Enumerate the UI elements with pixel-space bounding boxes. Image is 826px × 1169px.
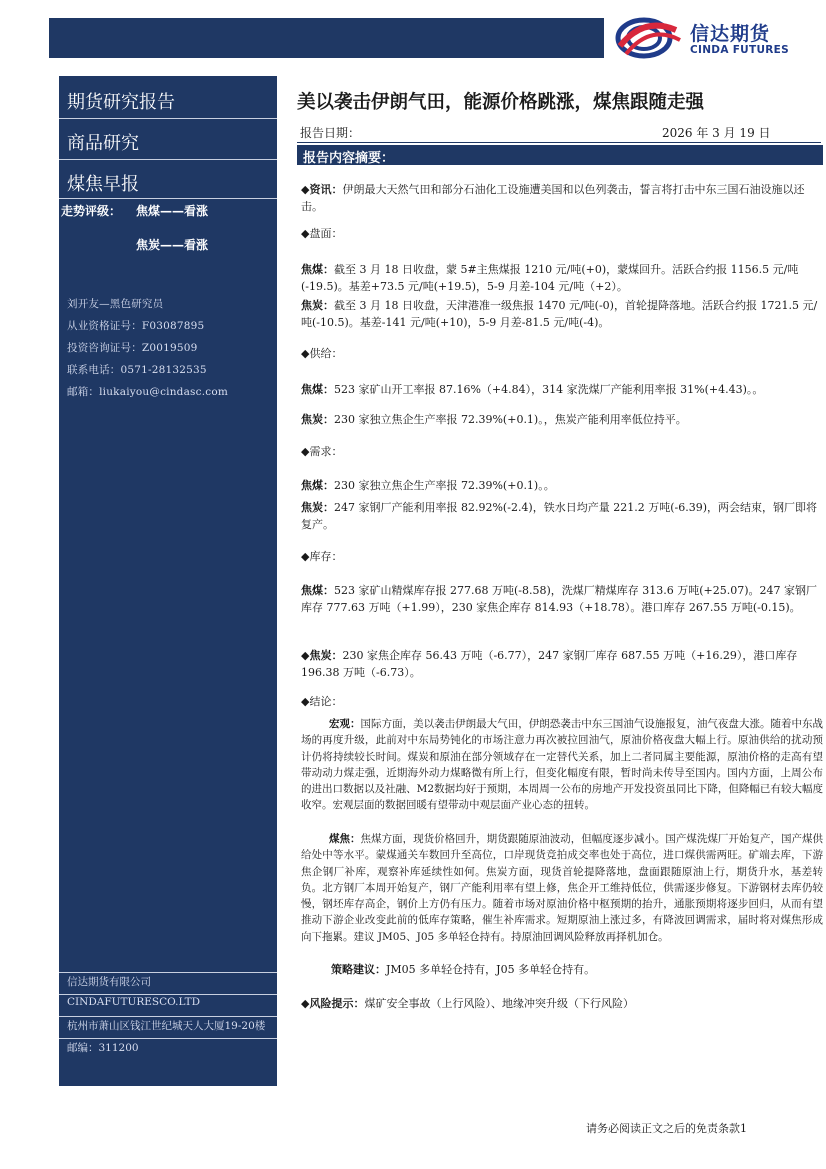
supply-heading: ◆供给： <box>301 347 343 360</box>
company-divider <box>59 1016 277 1017</box>
supply-coke-label: 焦炭： <box>301 413 334 426</box>
supply-coking-coal <box>301 382 823 399</box>
company-divider <box>59 994 277 995</box>
report-title: 美以袭击伊朗气田，能源价格跳涨，煤焦跟随走强 <box>297 92 705 113</box>
risk-text: 煤矿安全事故（上行风险）、地缘冲突升级（下行风险） <box>364 997 634 1010</box>
date-divider <box>297 142 821 143</box>
market-coking-coal <box>301 262 823 295</box>
market-coke <box>301 298 823 331</box>
conclusion-macro-label: 宏观： <box>329 718 361 730</box>
strategy-label: 策略建议： <box>331 963 386 976</box>
company-divider <box>59 972 277 973</box>
risk-paragraph <box>301 996 823 1013</box>
company-postcode: 邮编：311200 <box>67 1042 139 1054</box>
inventory-coke-text: 230 家焦企库存 56.43 万吨（-6.77），247 家钢厂库存 687.55 万吨（+16.29），港口库存 196.38 万吨（-6.73）。 <box>301 649 798 679</box>
risk-label: ◆风险提示： <box>301 997 365 1010</box>
demand-coking-coal <box>301 478 823 495</box>
analyst-phone: 联系电话：0571-28132535 <box>67 364 207 376</box>
company-logo <box>614 16 814 62</box>
conclusion-heading: ◆结论： <box>301 695 343 708</box>
supply-coking-coal-text: 523 家矿山开工率报 87.16%（+4.84），314 家洗煤厂产能利用率报 31%(+4.43)。。 <box>334 383 764 396</box>
sidebar-divider <box>59 159 277 160</box>
header-band <box>49 18 604 58</box>
rating-coke: 焦炭——看涨 <box>136 238 209 252</box>
rating-label: 走势评级： <box>61 204 122 218</box>
disclaimer-footer: 请务必阅读正文之后的免责条款1 <box>586 1122 747 1135</box>
inventory-coking-coal <box>301 583 823 616</box>
supply-coking-coal-label: 焦煤： <box>301 383 334 396</box>
report-date-label: 报告日期： <box>300 126 361 140</box>
supply-coke <box>301 412 823 429</box>
inventory-coking-coal-label: 焦煤： <box>301 584 334 597</box>
conclusion-macro <box>301 716 823 814</box>
inventory-coking-coal-text: 523 家矿山精煤库存报 277.68 万吨(-8.58)，洗煤厂精煤库存 313.6 万吨(+25.07)。247 家钢厂库存 777.63 万吨（+1.99），230 家焦企库存 814.93（+18.78）。港口库存 267.55 万吨(-0.15)。 <box>301 584 818 614</box>
market-coke-text: 截至 3 月 18 日收盘，天津港准一级焦报 1470 元/吨(-0)，首轮提降落地。活跃合约报 1721.5 元/吨(-10.5)。基差-141 元/吨(+10)，5-9 月差-81.5 元/吨(-4)。 <box>301 299 818 329</box>
company-divider <box>59 1038 277 1039</box>
cinda-logo-icon <box>614 16 684 60</box>
summary-heading: 报告内容摘要： <box>303 151 395 166</box>
rating-coking-coal: 焦煤——看涨 <box>136 204 209 218</box>
strategy-paragraph <box>301 962 823 979</box>
report-date: 2026 年 3 月 19 日 <box>662 126 771 140</box>
news-paragraph <box>301 182 823 215</box>
company-address: 杭州市萧山区钱江世纪城天人大厦19-20楼 <box>67 1020 266 1032</box>
demand-coke-text: 247 家钢厂产能利用率报 82.92%(-2.4)，铁水日均产量 221.2 万吨(-6.39)，两会结束，钢厂即将复产。 <box>301 501 817 531</box>
sidebar-title-report-type: 期货研究报告 <box>67 92 175 113</box>
sidebar-divider <box>59 198 277 199</box>
market-coking-coal-text: 截至 3 月 18 日收盘，蒙 5#主焦煤报 1210 元/吨(+0)，蒙煤回升。活跃合约报 1156.5 元/吨(-19.5)。基差+73.5 元/吨(+19.5)，5-9 月差-104 元/吨（+2）。 <box>301 263 799 293</box>
supply-coke-text: 230 家独立焦企生产率报 72.39%(+0.1)。，焦炭产能利用率低位持平。 <box>334 413 687 426</box>
logo-name-cn: 信达期货 <box>690 23 771 45</box>
conclusion-coal-label: 煤焦： <box>329 833 361 845</box>
market-coking-coal-label: 焦煤： <box>301 263 334 276</box>
conclusion-coal <box>301 831 823 945</box>
inventory-coke <box>301 648 823 681</box>
sidebar <box>59 76 277 1086</box>
analyst-email[interactable]: 邮箱：liukaiyou@cindasc.com <box>67 386 229 398</box>
strategy-text: JM05 多单轻仓持有，J05 多单轻仓持有。 <box>386 963 596 976</box>
demand-coke <box>301 500 823 533</box>
summary-heading-bar <box>297 145 823 165</box>
market-heading: ◆盘面： <box>301 227 343 240</box>
analyst-name: 刘开友—黑色研究员 <box>67 298 164 310</box>
news-text: 伊朗最大天然气田和部分石油化工设施遭美国和以色列袭击，誓言将打击中东三国石油设施以还击。 <box>301 183 805 213</box>
analyst-advisory-cert: 投资咨询证号：Z0019509 <box>67 342 198 354</box>
market-coke-label: 焦炭： <box>301 299 334 312</box>
conclusion-macro-text: 国际方面，美以袭击伊朗最大气田，伊朗恐袭击中东三国油气设施报复，油气夜盘大涨。随着中东战场的再度升级，此前对中东局势钝化的市场注意力再次被拉回油气，原油价格夜盘大幅上行。原油供给的扰动预计仍将持续较长时间。煤炭和原油在部分领域存在一定替代关系，加上二者同属主要能源，原油价格的走高有望带动动力煤走强，近期海外动力煤略微有所上行，但变化幅度有限，暂时尚未传导至国内。国内方面，上周公布的进出口数据以及社融、M2数据均好于预期，本周周一公布的房地产开发投资虽同比下降，但降幅已有较大幅度收窄。宏观层面的数据回暖有望带动中观层面产业心态的扭转。 <box>301 718 824 812</box>
logo-name-en: CINDA FUTURES <box>690 44 790 56</box>
conclusion-coal-text: 焦煤方面，现货价格回升，期货跟随原油波动，但幅度逐步减小。国产煤洗煤厂开始复产，国产煤供给处中等水平。蒙煤通关车数回升至高位，口岸现货竞拍成交率也处于高位，进口煤供需两旺。矿端去库，下游焦企钢厂补库，观察补库延续性如何。焦炭方面，现货首轮提降落地，盘面跟随原油上行，期货升水，基差转负。北方钢厂本周开始复产，钢厂产能利用率有望上修，焦企开工维持低位，供需逐步修复。下游钢材去库仍较慢，钢坯库存高企，钢价上方仍有压力。随着市场对原油价格中枢预期的抬升，通胀预期将逐步回归，从而有望推动下游企业改变此前的低库存策略，催生补库需求。短期原油上涨过多，有降波回调需求，届时将对煤焦形成向下拖累。建议 JM05、J05 多单轻仓持有。持原油回调风险释放再择机加仓。 <box>301 833 824 943</box>
sidebar-divider <box>59 118 277 119</box>
company-name-en: CINDAFUTURESCO.LTD <box>67 996 201 1008</box>
sidebar-title-category: 商品研究 <box>67 133 139 154</box>
demand-coking-coal-text: 230 家独立焦企生产率报 72.39%(+0.1)。。 <box>334 479 555 492</box>
inventory-heading: ◆库存： <box>301 550 343 563</box>
demand-coking-coal-label: 焦煤： <box>301 479 334 492</box>
demand-coke-label: 焦炭： <box>301 501 334 514</box>
news-head: ◆资讯： <box>301 183 343 196</box>
company-name: 信达期货有限公司 <box>67 976 151 988</box>
sidebar-title-report-name: 煤焦早报 <box>67 174 139 195</box>
analyst-qualification: 从业资格证号：F03087895 <box>67 320 205 332</box>
demand-heading: ◆需求： <box>301 445 343 458</box>
inventory-coke-label: ◆焦炭： <box>301 649 343 662</box>
